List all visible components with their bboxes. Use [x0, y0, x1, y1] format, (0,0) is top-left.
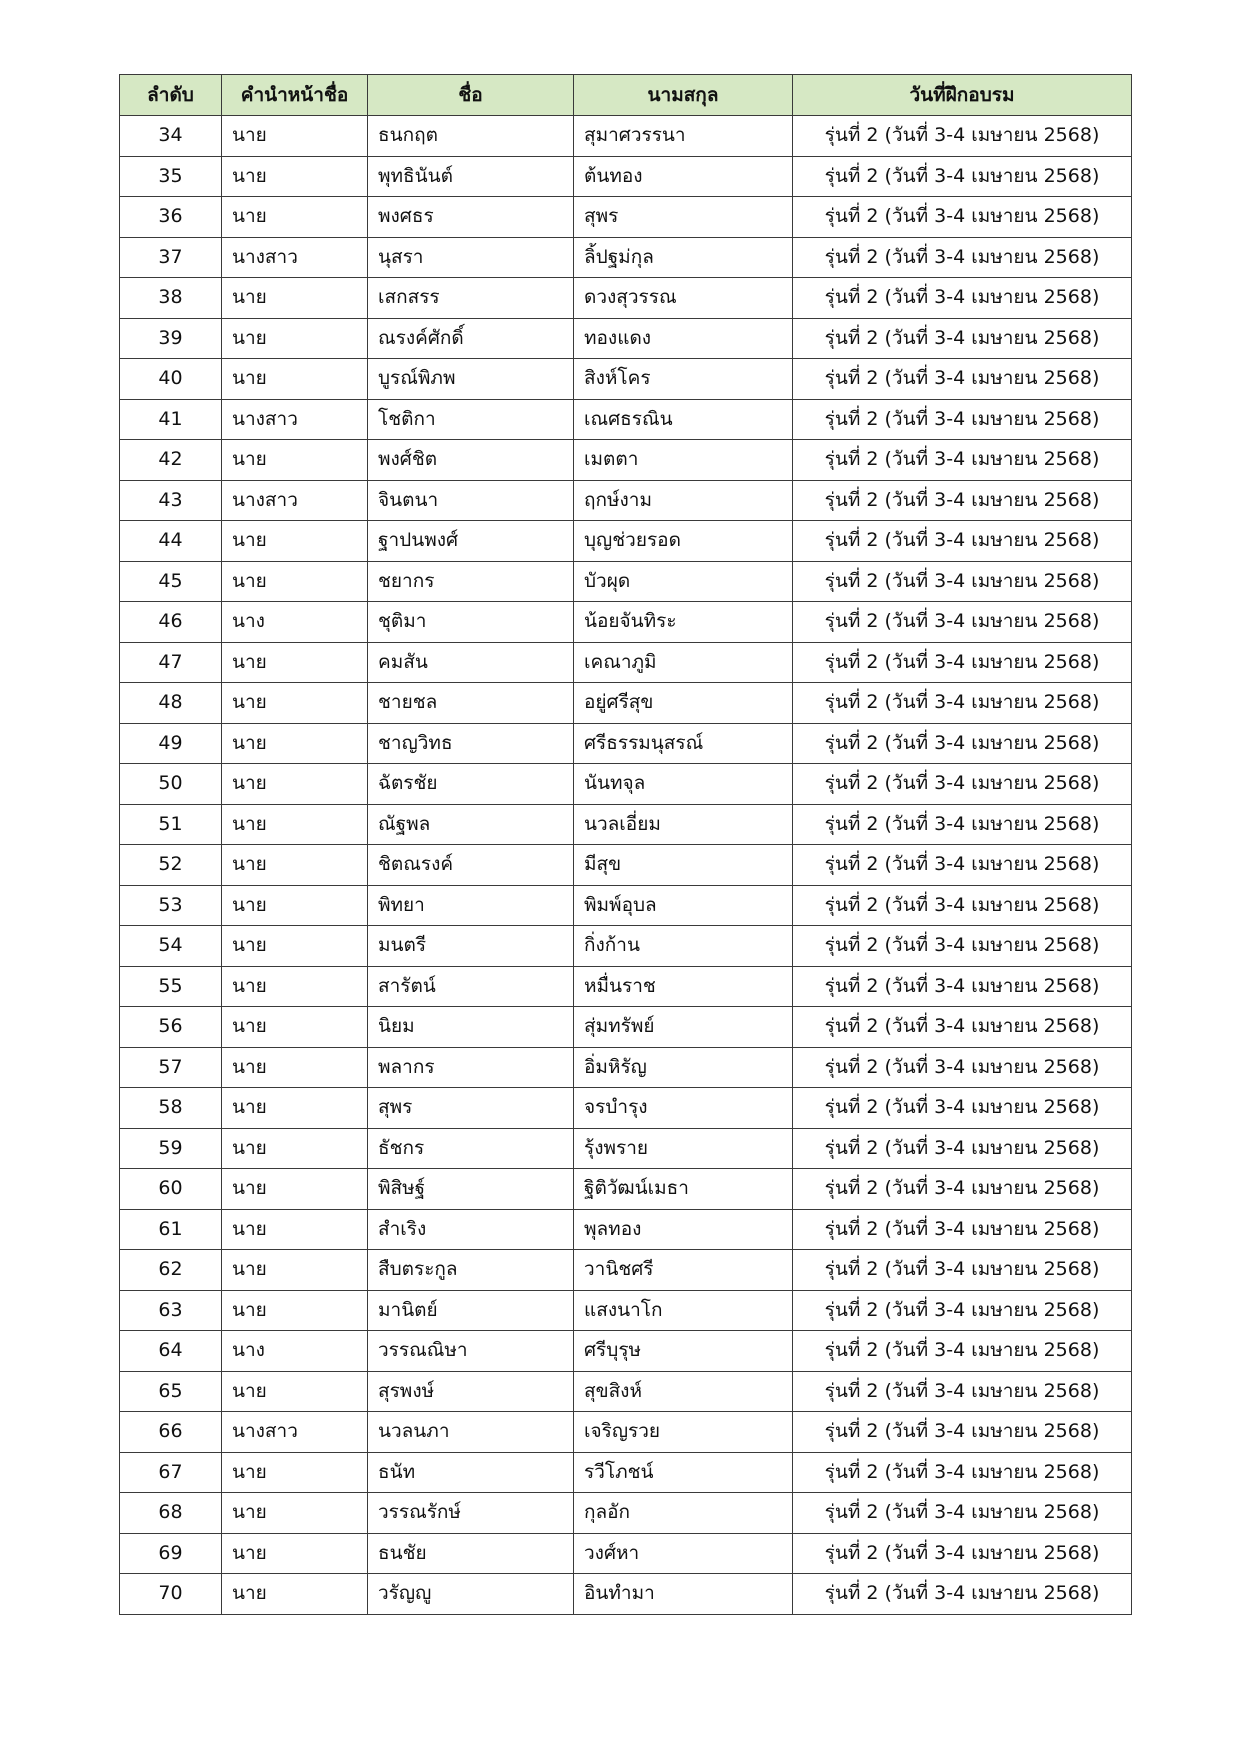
cell-last-name: สุ่มทรัพย์ [574, 1007, 793, 1048]
cell-last-name: สุมาศวรรนา [574, 116, 793, 157]
cell-training-date: รุ่นที่ 2 (วันที่ 3-4 เมษายน 2568) [793, 1574, 1132, 1615]
cell-order: 66 [120, 1412, 222, 1453]
cell-first-name: นิยม [368, 1007, 574, 1048]
cell-last-name: ทองแดง [574, 318, 793, 359]
cell-first-name: เสกสรร [368, 278, 574, 319]
table-row [120, 804, 1132, 845]
cell-training-date: รุ่นที่ 2 (วันที่ 3-4 เมษายน 2568) [793, 480, 1132, 521]
cell-first-name: โชติกา [368, 399, 574, 440]
cell-training-date: รุ่นที่ 2 (วันที่ 3-4 เมษายน 2568) [793, 1250, 1132, 1291]
table-row [120, 521, 1132, 562]
cell-last-name: สุพร [574, 197, 793, 238]
cell-training-date: รุ่นที่ 2 (วันที่ 3-4 เมษายน 2568) [793, 278, 1132, 319]
cell-training-date: รุ่นที่ 2 (วันที่ 3-4 เมษายน 2568) [793, 1452, 1132, 1493]
table-row [120, 1574, 1132, 1615]
cell-last-name: นวลเอี่ยม [574, 804, 793, 845]
table-row [120, 440, 1132, 481]
cell-prefix: นาย [222, 1007, 368, 1048]
cell-first-name: ธนชัย [368, 1533, 574, 1574]
cell-training-date: รุ่นที่ 2 (วันที่ 3-4 เมษายน 2568) [793, 1169, 1132, 1210]
cell-last-name: วงศ์หา [574, 1533, 793, 1574]
cell-order: 67 [120, 1452, 222, 1493]
cell-training-date: รุ่นที่ 2 (วันที่ 3-4 เมษายน 2568) [793, 116, 1132, 157]
cell-training-date: รุ่นที่ 2 (วันที่ 3-4 เมษายน 2568) [793, 1047, 1132, 1088]
table-row [120, 480, 1132, 521]
cell-first-name: ชุติมา [368, 602, 574, 643]
cell-prefix: นาย [222, 1128, 368, 1169]
cell-first-name: นวลนภา [368, 1412, 574, 1453]
cell-order: 36 [120, 197, 222, 238]
cell-order: 57 [120, 1047, 222, 1088]
cell-order: 60 [120, 1169, 222, 1210]
table-row [120, 1533, 1132, 1574]
cell-last-name: จรบำรุง [574, 1088, 793, 1129]
cell-order: 40 [120, 359, 222, 400]
cell-prefix: นาย [222, 1209, 368, 1250]
table-row [120, 1047, 1132, 1088]
cell-prefix: นาย [222, 1047, 368, 1088]
cell-order: 64 [120, 1331, 222, 1372]
cell-first-name: สารัตน์ [368, 966, 574, 1007]
cell-first-name: ชยากร [368, 561, 574, 602]
cell-order: 46 [120, 602, 222, 643]
cell-prefix: นาย [222, 1088, 368, 1129]
cell-order: 37 [120, 237, 222, 278]
cell-training-date: รุ่นที่ 2 (วันที่ 3-4 เมษายน 2568) [793, 1209, 1132, 1250]
table-row [120, 642, 1132, 683]
cell-prefix: นาย [222, 764, 368, 805]
cell-last-name: รวีโภชน์ [574, 1452, 793, 1493]
table-row [120, 683, 1132, 724]
document-page [119, 74, 1131, 1615]
table-row [120, 845, 1132, 886]
table-row [120, 156, 1132, 197]
cell-first-name: ธนกฤต [368, 116, 574, 157]
table-row [120, 1169, 1132, 1210]
cell-order: 54 [120, 926, 222, 967]
table-row [120, 1250, 1132, 1291]
cell-order: 62 [120, 1250, 222, 1291]
cell-training-date: รุ่นที่ 2 (วันที่ 3-4 เมษายน 2568) [793, 440, 1132, 481]
cell-last-name: ศรีธรรมนุสรณ์ [574, 723, 793, 764]
cell-first-name: พุทธินันต์ [368, 156, 574, 197]
cell-order: 55 [120, 966, 222, 1007]
cell-prefix: นาย [222, 278, 368, 319]
cell-last-name: ลิ้ปฐม่กุล [574, 237, 793, 278]
cell-prefix: นาง [222, 602, 368, 643]
table-header-row [120, 75, 1132, 116]
cell-prefix: นาย [222, 1493, 368, 1534]
cell-first-name: ชิตณรงค์ [368, 845, 574, 886]
cell-training-date: รุ่นที่ 2 (วันที่ 3-4 เมษายน 2568) [793, 885, 1132, 926]
cell-last-name: วานิชศรี [574, 1250, 793, 1291]
cell-first-name: พงศธร [368, 197, 574, 238]
cell-prefix: นาย [222, 440, 368, 481]
table-body [120, 116, 1132, 1615]
cell-order: 52 [120, 845, 222, 886]
cell-order: 48 [120, 683, 222, 724]
cell-prefix: นาย [222, 359, 368, 400]
cell-order: 45 [120, 561, 222, 602]
cell-first-name: พิสิษฐ์ [368, 1169, 574, 1210]
cell-first-name: ชายชล [368, 683, 574, 724]
cell-training-date: รุ่นที่ 2 (วันที่ 3-4 เมษายน 2568) [793, 966, 1132, 1007]
table-row [120, 116, 1132, 157]
cell-training-date: รุ่นที่ 2 (วันที่ 3-4 เมษายน 2568) [793, 804, 1132, 845]
cell-prefix: นาย [222, 845, 368, 886]
table-row [120, 197, 1132, 238]
cell-training-date: รุ่นที่ 2 (วันที่ 3-4 เมษายน 2568) [793, 237, 1132, 278]
cell-order: 53 [120, 885, 222, 926]
cell-prefix: นาย [222, 966, 368, 1007]
header-order: ลำดับ [120, 75, 222, 116]
table-row [120, 602, 1132, 643]
cell-training-date: รุ่นที่ 2 (วันที่ 3-4 เมษายน 2568) [793, 1331, 1132, 1372]
table-row [120, 1452, 1132, 1493]
cell-order: 39 [120, 318, 222, 359]
table-row [120, 561, 1132, 602]
table-row [120, 399, 1132, 440]
cell-order: 41 [120, 399, 222, 440]
cell-prefix: นาย [222, 804, 368, 845]
cell-last-name: อิ่มหิรัญ [574, 1047, 793, 1088]
cell-training-date: รุ่นที่ 2 (วันที่ 3-4 เมษายน 2568) [793, 561, 1132, 602]
cell-first-name: บูรณ์พิภพ [368, 359, 574, 400]
cell-last-name: ต้นทอง [574, 156, 793, 197]
cell-last-name: ฤกษ์งาม [574, 480, 793, 521]
table-row [120, 278, 1132, 319]
cell-training-date: รุ่นที่ 2 (วันที่ 3-4 เมษายน 2568) [793, 926, 1132, 967]
cell-training-date: รุ่นที่ 2 (วันที่ 3-4 เมษายน 2568) [793, 642, 1132, 683]
cell-order: 35 [120, 156, 222, 197]
cell-training-date: รุ่นที่ 2 (วันที่ 3-4 เมษายน 2568) [793, 845, 1132, 886]
cell-last-name: ฐิติวัฒน์เมธา [574, 1169, 793, 1210]
table-row [120, 1209, 1132, 1250]
cell-last-name: หมื่นราช [574, 966, 793, 1007]
cell-order: 59 [120, 1128, 222, 1169]
cell-last-name: นันทจุล [574, 764, 793, 805]
cell-first-name: มานิตย์ [368, 1290, 574, 1331]
cell-order: 70 [120, 1574, 222, 1615]
cell-first-name: มนตรี [368, 926, 574, 967]
cell-first-name: สุรพงษ์ [368, 1371, 574, 1412]
table-row [120, 926, 1132, 967]
cell-prefix: นางสาว [222, 1412, 368, 1453]
cell-order: 58 [120, 1088, 222, 1129]
cell-prefix: นางสาว [222, 237, 368, 278]
cell-training-date: รุ่นที่ 2 (วันที่ 3-4 เมษายน 2568) [793, 1412, 1132, 1453]
cell-last-name: อินทำมา [574, 1574, 793, 1615]
cell-prefix: นาย [222, 156, 368, 197]
cell-first-name: สืบตระกูล [368, 1250, 574, 1291]
header-prefix: คำนำหน้าชื่อ [222, 75, 368, 116]
cell-order: 49 [120, 723, 222, 764]
cell-last-name: เณศธรณิน [574, 399, 793, 440]
cell-last-name: เจริญรวย [574, 1412, 793, 1453]
cell-order: 61 [120, 1209, 222, 1250]
cell-order: 69 [120, 1533, 222, 1574]
table-row [120, 359, 1132, 400]
table-row [120, 1007, 1132, 1048]
cell-training-date: รุ่นที่ 2 (วันที่ 3-4 เมษายน 2568) [793, 723, 1132, 764]
cell-training-date: รุ่นที่ 2 (วันที่ 3-4 เมษายน 2568) [793, 521, 1132, 562]
training-roster-table [119, 74, 1132, 1615]
cell-last-name: มีสุข [574, 845, 793, 886]
table-row [120, 1412, 1132, 1453]
cell-first-name: พงศ์ชิต [368, 440, 574, 481]
cell-first-name: ธัชกร [368, 1128, 574, 1169]
cell-order: 38 [120, 278, 222, 319]
cell-first-name: คมสัน [368, 642, 574, 683]
cell-order: 43 [120, 480, 222, 521]
cell-first-name: ฐาปนพงศ์ [368, 521, 574, 562]
cell-first-name: วรัญญู [368, 1574, 574, 1615]
cell-training-date: รุ่นที่ 2 (วันที่ 3-4 เมษายน 2568) [793, 1290, 1132, 1331]
cell-prefix: นางสาว [222, 399, 368, 440]
cell-prefix: นาย [222, 1290, 368, 1331]
cell-last-name: ศรีบุรุษ [574, 1331, 793, 1372]
cell-last-name: พุลทอง [574, 1209, 793, 1250]
cell-prefix: นาย [222, 1250, 368, 1291]
cell-first-name: วรรณณิษา [368, 1331, 574, 1372]
cell-prefix: นาย [222, 1574, 368, 1615]
cell-prefix: นาย [222, 521, 368, 562]
table-row [120, 1088, 1132, 1129]
cell-order: 34 [120, 116, 222, 157]
cell-prefix: นาย [222, 1169, 368, 1210]
cell-prefix: นาย [222, 1533, 368, 1574]
cell-prefix: นาย [222, 116, 368, 157]
cell-last-name: สิงห์โคร [574, 359, 793, 400]
cell-prefix: นาย [222, 642, 368, 683]
table-row [120, 1290, 1132, 1331]
cell-last-name: แสงนาโก [574, 1290, 793, 1331]
cell-training-date: รุ่นที่ 2 (วันที่ 3-4 เมษายน 2568) [793, 602, 1132, 643]
cell-last-name: รุ้งพราย [574, 1128, 793, 1169]
table-row [120, 1371, 1132, 1412]
cell-first-name: ฉัตรชัย [368, 764, 574, 805]
cell-prefix: นาย [222, 885, 368, 926]
cell-training-date: รุ่นที่ 2 (วันที่ 3-4 เมษายน 2568) [793, 683, 1132, 724]
cell-training-date: รุ่นที่ 2 (วันที่ 3-4 เมษายน 2568) [793, 318, 1132, 359]
table-row [120, 1331, 1132, 1372]
cell-order: 51 [120, 804, 222, 845]
cell-order: 47 [120, 642, 222, 683]
table-row [120, 885, 1132, 926]
cell-prefix: นาย [222, 561, 368, 602]
cell-last-name: อยู่ศรีสุข [574, 683, 793, 724]
cell-order: 68 [120, 1493, 222, 1534]
cell-first-name: จินตนา [368, 480, 574, 521]
cell-last-name: ดวงสุวรรณ [574, 278, 793, 319]
table-row [120, 318, 1132, 359]
cell-training-date: รุ่นที่ 2 (วันที่ 3-4 เมษายน 2568) [793, 1128, 1132, 1169]
cell-first-name: ณรงค์ศักดิ์ [368, 318, 574, 359]
cell-training-date: รุ่นที่ 2 (วันที่ 3-4 เมษายน 2568) [793, 764, 1132, 805]
cell-training-date: รุ่นที่ 2 (วันที่ 3-4 เมษายน 2568) [793, 359, 1132, 400]
cell-first-name: ธนัท [368, 1452, 574, 1493]
cell-prefix: นาย [222, 683, 368, 724]
table-row [120, 1493, 1132, 1534]
cell-training-date: รุ่นที่ 2 (วันที่ 3-4 เมษายน 2568) [793, 1533, 1132, 1574]
cell-last-name: กิ่งก้าน [574, 926, 793, 967]
cell-training-date: รุ่นที่ 2 (วันที่ 3-4 เมษายน 2568) [793, 1007, 1132, 1048]
cell-training-date: รุ่นที่ 2 (วันที่ 3-4 เมษายน 2568) [793, 197, 1132, 238]
cell-first-name: ณัฐพล [368, 804, 574, 845]
cell-prefix: นาย [222, 926, 368, 967]
cell-order: 56 [120, 1007, 222, 1048]
cell-first-name: สุพร [368, 1088, 574, 1129]
cell-order: 42 [120, 440, 222, 481]
cell-prefix: นาย [222, 1452, 368, 1493]
cell-first-name: นุสรา [368, 237, 574, 278]
cell-training-date: รุ่นที่ 2 (วันที่ 3-4 เมษายน 2568) [793, 156, 1132, 197]
header-first-name: ชื่อ [368, 75, 574, 116]
cell-last-name: เมตตา [574, 440, 793, 481]
table-row [120, 966, 1132, 1007]
header-last-name: นามสกุล [574, 75, 793, 116]
cell-order: 65 [120, 1371, 222, 1412]
cell-order: 63 [120, 1290, 222, 1331]
cell-prefix: นาย [222, 318, 368, 359]
cell-last-name: น้อยจันทิระ [574, 602, 793, 643]
header-training-date: วันที่ฝึกอบรม [793, 75, 1132, 116]
cell-first-name: ชาญวิทธ [368, 723, 574, 764]
cell-last-name: กุลอัก [574, 1493, 793, 1534]
table-row [120, 237, 1132, 278]
cell-first-name: วรรณรักษ์ [368, 1493, 574, 1534]
cell-first-name: พิทยา [368, 885, 574, 926]
cell-training-date: รุ่นที่ 2 (วันที่ 3-4 เมษายน 2568) [793, 1088, 1132, 1129]
cell-first-name: สำเริง [368, 1209, 574, 1250]
cell-prefix: นาย [222, 197, 368, 238]
cell-prefix: นาง [222, 1331, 368, 1372]
cell-training-date: รุ่นที่ 2 (วันที่ 3-4 เมษายน 2568) [793, 1371, 1132, 1412]
cell-prefix: นาย [222, 1371, 368, 1412]
cell-order: 50 [120, 764, 222, 805]
table-row [120, 764, 1132, 805]
table-row [120, 723, 1132, 764]
cell-order: 44 [120, 521, 222, 562]
table-row [120, 1128, 1132, 1169]
cell-last-name: สุขสิงห์ [574, 1371, 793, 1412]
cell-first-name: พลากร [368, 1047, 574, 1088]
cell-training-date: รุ่นที่ 2 (วันที่ 3-4 เมษายน 2568) [793, 399, 1132, 440]
cell-last-name: บัวผุด [574, 561, 793, 602]
cell-last-name: บุญช่วยรอด [574, 521, 793, 562]
cell-last-name: พิมพ์อุบล [574, 885, 793, 926]
cell-prefix: นางสาว [222, 480, 368, 521]
cell-training-date: รุ่นที่ 2 (วันที่ 3-4 เมษายน 2568) [793, 1493, 1132, 1534]
cell-prefix: นาย [222, 723, 368, 764]
cell-last-name: เคณาภูมิ [574, 642, 793, 683]
